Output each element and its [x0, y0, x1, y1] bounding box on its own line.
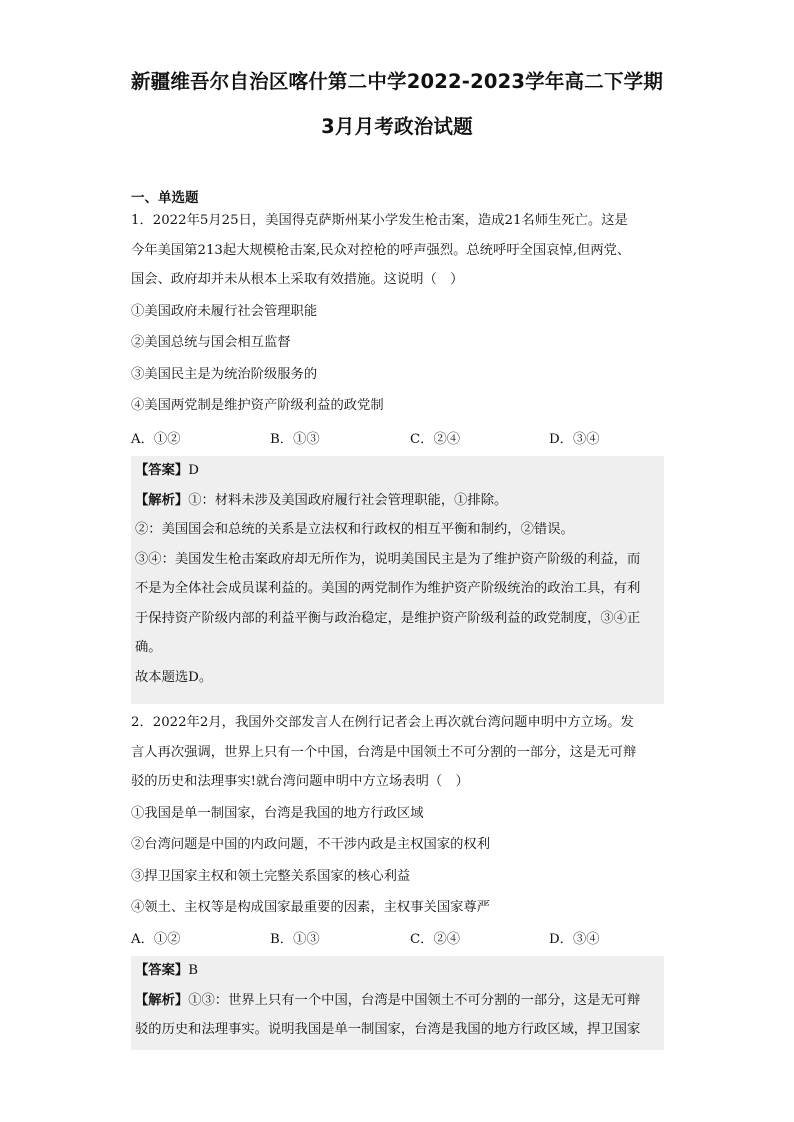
answer-label: 【答案】	[135, 463, 189, 478]
question-1-item: ④美国两党制是维护资产阶级利益的政党制	[131, 398, 384, 413]
analysis-line	[135, 986, 664, 1016]
question-2-item: ③捍卫国家主权和领土完整关系国家的核心利益	[131, 868, 411, 884]
question-1-answer-block	[131, 456, 664, 704]
question-1-stem-line: 1．2022年5月25日，美国得克萨斯州某小学发生枪击案，造成21名师生死亡。这是	[131, 213, 628, 228]
analysis-text: 于保持资产阶级内部的利益平衡与政治稳定，是维护资产阶级利益的政党制度，③④正	[135, 610, 641, 626]
question-1-item: ①美国政府未履行社会管理职能	[131, 303, 318, 319]
analysis-text: 确。	[135, 640, 162, 655]
question-1-item: ②美国总统与国会相互监督	[131, 335, 291, 350]
question-1-item: ③美国民主是为统治阶级服务的	[131, 366, 318, 382]
question-2-item: ①我国是单一制国家，台湾是我国的地方行政区域	[131, 805, 424, 821]
answer-label: 【答案】	[135, 963, 189, 978]
question-2-answer-block	[131, 956, 664, 1050]
analysis-text: ③④：美国发生枪击案政府却无所作为，说明美国民主是为了维护资产阶级的利益，而	[135, 551, 641, 567]
answer-value: B	[188, 963, 198, 978]
answer-value: D	[188, 463, 199, 478]
option-a: A．①②	[131, 432, 181, 447]
analysis-text: ①：材料未涉及美国政府履行社会管理职能，①排除。	[188, 492, 508, 508]
analysis-line	[135, 486, 664, 516]
question-2-options	[131, 925, 664, 954]
question-1-stem-line: 今年美国第213起大规模枪击案,民众对控枪的呼声强烈。总统呼吁全国哀悼,但两党、	[131, 242, 631, 258]
option-c: C．②④	[410, 932, 461, 947]
exam-title-line-2: 3月月考政治试题	[321, 115, 473, 138]
question-2-stem-line: 2．2022年2月，我国外交部发言人在例行记者会上再次就台湾问题申明中方立场。发	[131, 715, 634, 730]
question-1-stem	[131, 206, 664, 421]
question-2-item: ②台湾问题是中国的内政问题，不干涉内政是主权国家的权利	[131, 837, 491, 852]
option-d: D．③④	[549, 432, 600, 447]
question-2-stem-line: 言人再次强调，世界上只有一个中国，台湾是中国领土不可分割的一部分，这是无可辩	[131, 744, 637, 760]
answer-line	[135, 956, 664, 986]
question-2-item: ④领土、主权等是构成国家最重要的因素，主权事关国家尊严	[131, 900, 491, 915]
question-1-stem-line: 国会、政府却并未从根本上采取有效措施。这说明（ ）	[131, 272, 464, 287]
analysis-label: 【解析】	[135, 992, 189, 1008]
question-2-stem-line: 驳的历史和法理事实!就台湾问题申明中方立场表明（ ）	[131, 774, 469, 789]
section-heading: 一、单选题	[131, 190, 199, 206]
option-b: B．①③	[270, 932, 320, 947]
option-b: B．①③	[270, 432, 320, 447]
analysis-text: ①③：世界上只有一个中国，台湾是中国领土不可分割的一部分，这是无可辩	[188, 992, 641, 1008]
option-d: D．③④	[549, 932, 600, 947]
analysis-text: ②：美国国会和总统的关系是立法权和行政权的相互平衡和制约，②错误。	[135, 522, 574, 537]
analysis-text: 驳的历史和法理事实。说明我国是单一制国家，台湾是我国的地方行政区域，捍卫国家	[135, 1022, 641, 1037]
exam-title-line-1: 新疆维吾尔自治区喀什第二中学2022-2023学年高二下学期	[130, 70, 664, 93]
analysis-label: 【解析】	[135, 492, 189, 508]
answer-line	[135, 456, 664, 486]
question-2-stem	[131, 708, 664, 923]
option-c: C．②④	[410, 432, 461, 447]
question-1-options	[131, 425, 664, 454]
analysis-text: 故本题选D。	[135, 669, 213, 685]
option-a: A．①②	[131, 932, 181, 947]
analysis-text: 不是为全体社会成员谋利益的。美国的两党制作为维护资产阶级统治的政治工具，有利	[135, 581, 641, 596]
